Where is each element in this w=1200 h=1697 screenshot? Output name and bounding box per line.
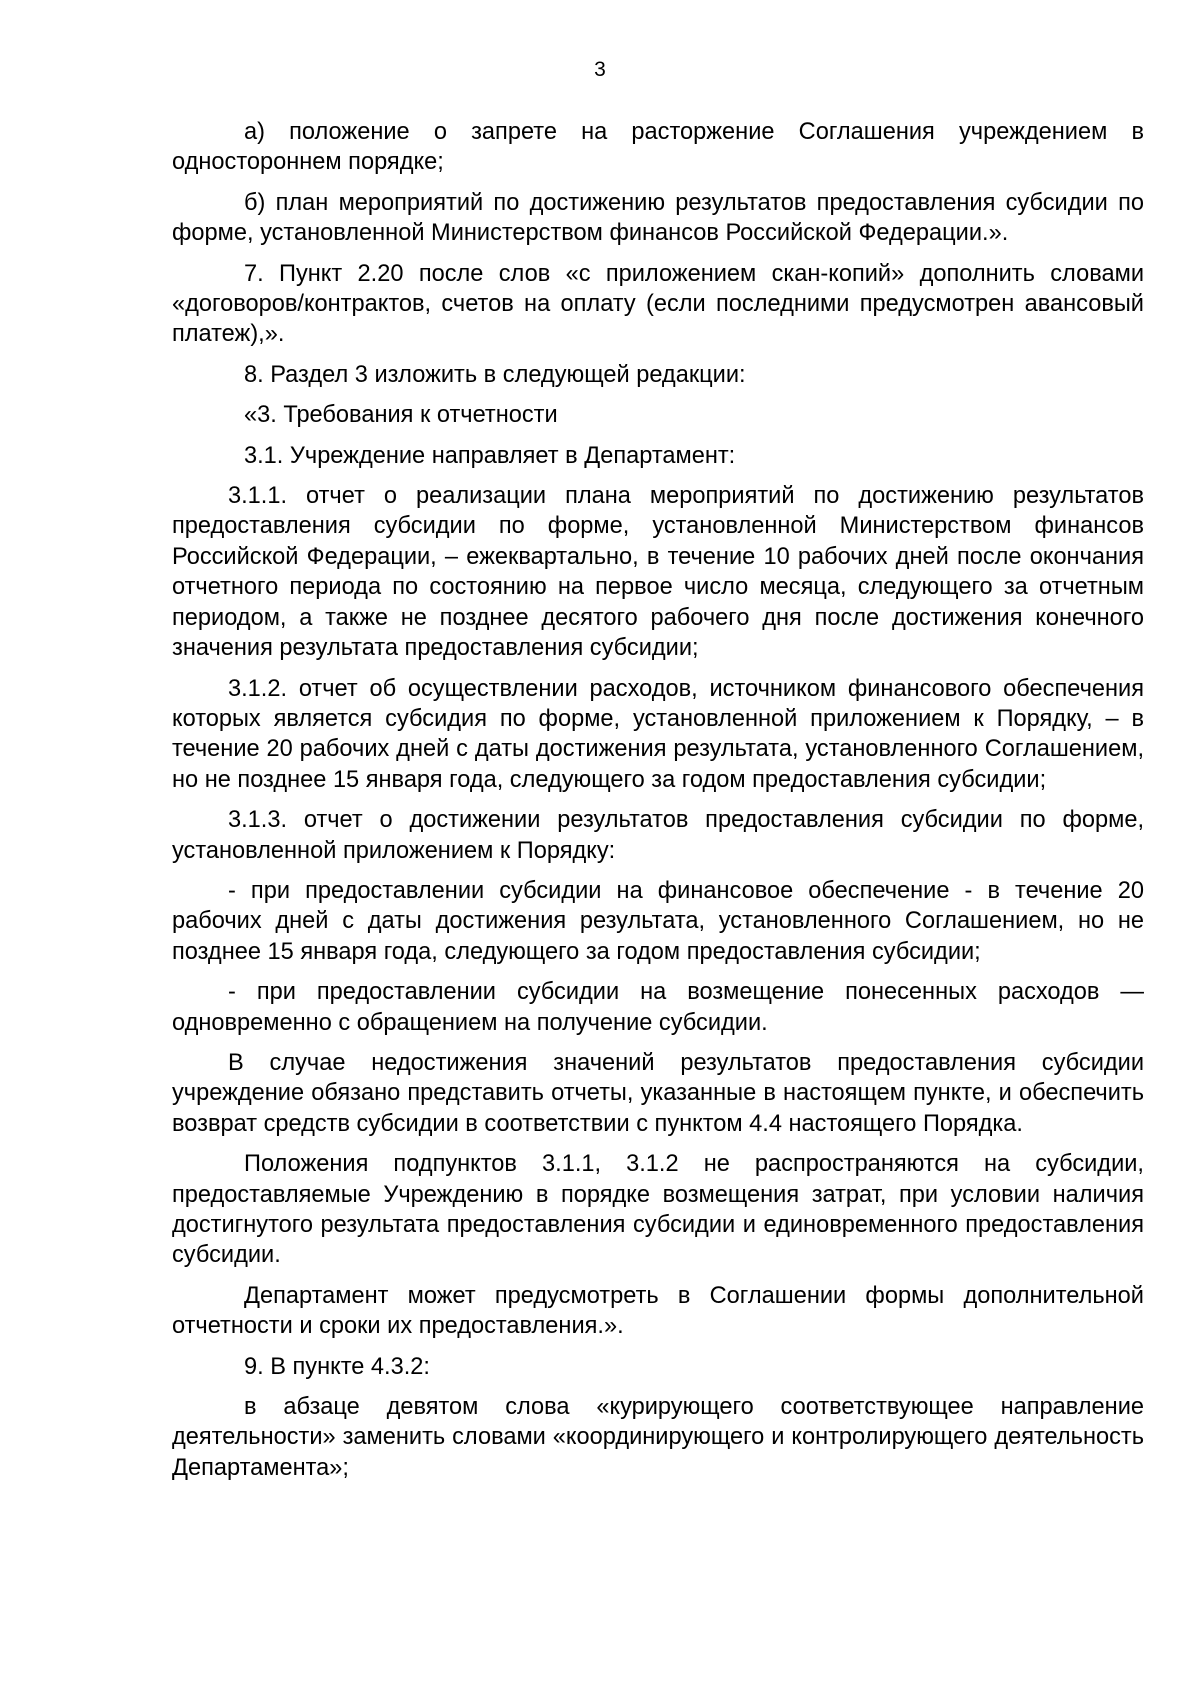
paragraph-item-8: 8. Раздел 3 изложить в следующей редакции: [244,361,746,388]
paragraph-a: а) положение о запрете на расторжение Соглашения учреждением в одностороннем порядке; [172,119,1144,176]
paragraph-non-achievement: В случае недостижения значений результатов предоставления субсидии учреждение обязано представить отчеты, указанные в настоящем пункте, и обеспечить возврат средств субсидии в соответствии с пунктом 4.4 настоящего Порядка. [172,1049,1144,1137]
paragraph-3-1: 3.1. Учреждение направляет в Департамент: [244,442,736,469]
paragraph-3-1-2: 3.1.2. отчет об осуществлении расходов, источником финансового обеспечения которых является субсидия по форме, установленной приложением к Порядку, – в течение 20 рабочих дней с даты достижения результата, установленного Соглашением, но не позднее 15 января года, следующего за годом предоставления субсидии; [172,675,1144,793]
document-body [172,117,1144,1493]
paragraph-item-7: 7. Пункт 2.20 после слов «с приложением скан-копий» дополнить словами «договоров/контрактов, счетов на оплату (если последними предусмотрен авансовый платеж),». [172,260,1144,348]
section-3-heading: «3. Требования к отчетности [244,402,558,429]
paragraph-exemption: Положения подпунктов 3.1.1, 3.1.2 не распространяются на субсидии, предоставляемые Учреждению в порядке возмещения затрат, при условии наличия достигнутого результата предоставления субсидии и единовременного предоставления субсидии. [172,1151,1144,1269]
paragraph-additional-reporting: Департамент может предусмотреть в Соглашении формы дополнительной отчетности и сроки их предоставления.». [172,1282,1144,1340]
paragraph-4-3-2-amendment: в абзаце девятом слова «курирующего соответствующее направление деятельности» заменить словами «координирующего и контролирующего деятельность Департамента»; [172,1394,1144,1481]
paragraph-b: б) план мероприятий по достижению результатов предоставления субсидии по форме, установленной Министерством финансов Российской Федерации.». [172,189,1144,247]
paragraph-3-1-3: 3.1.3. отчет о достижении результатов предоставления субсидии по форме, установленной приложением к Порядку: [172,807,1144,864]
paragraph-item-9: 9. В пункте 4.3.2: [244,1353,430,1380]
paragraph-3-1-1: 3.1.1. отчет о реализации плана мероприятий по достижению результатов предоставления субсидии по форме, установленной Министерством финансов Российской Федерации, – ежеквартально, в течение 10 рабочих дней после окончания отчетного периода по состоянию на первое число месяца, следующего за отчетным периодом, а также не позднее десятого рабочего дня после достижения конечного значения результата предоставления субсидии; [172,483,1144,662]
page-number: 3 [594,58,606,81]
list-item-reimbursement: - при предоставлении субсидии на возмещение понесенных расходов — одновременно с обращением на получение субсидии. [172,979,1144,1036]
list-item-financial-support: - при предоставлении субсидии на финансовое обеспечение - в течение 20 рабочих дней с даты достижения результата, установленного Соглашением, но не позднее 15 января года, следующего за годом предоставления субсидии; [172,877,1144,965]
